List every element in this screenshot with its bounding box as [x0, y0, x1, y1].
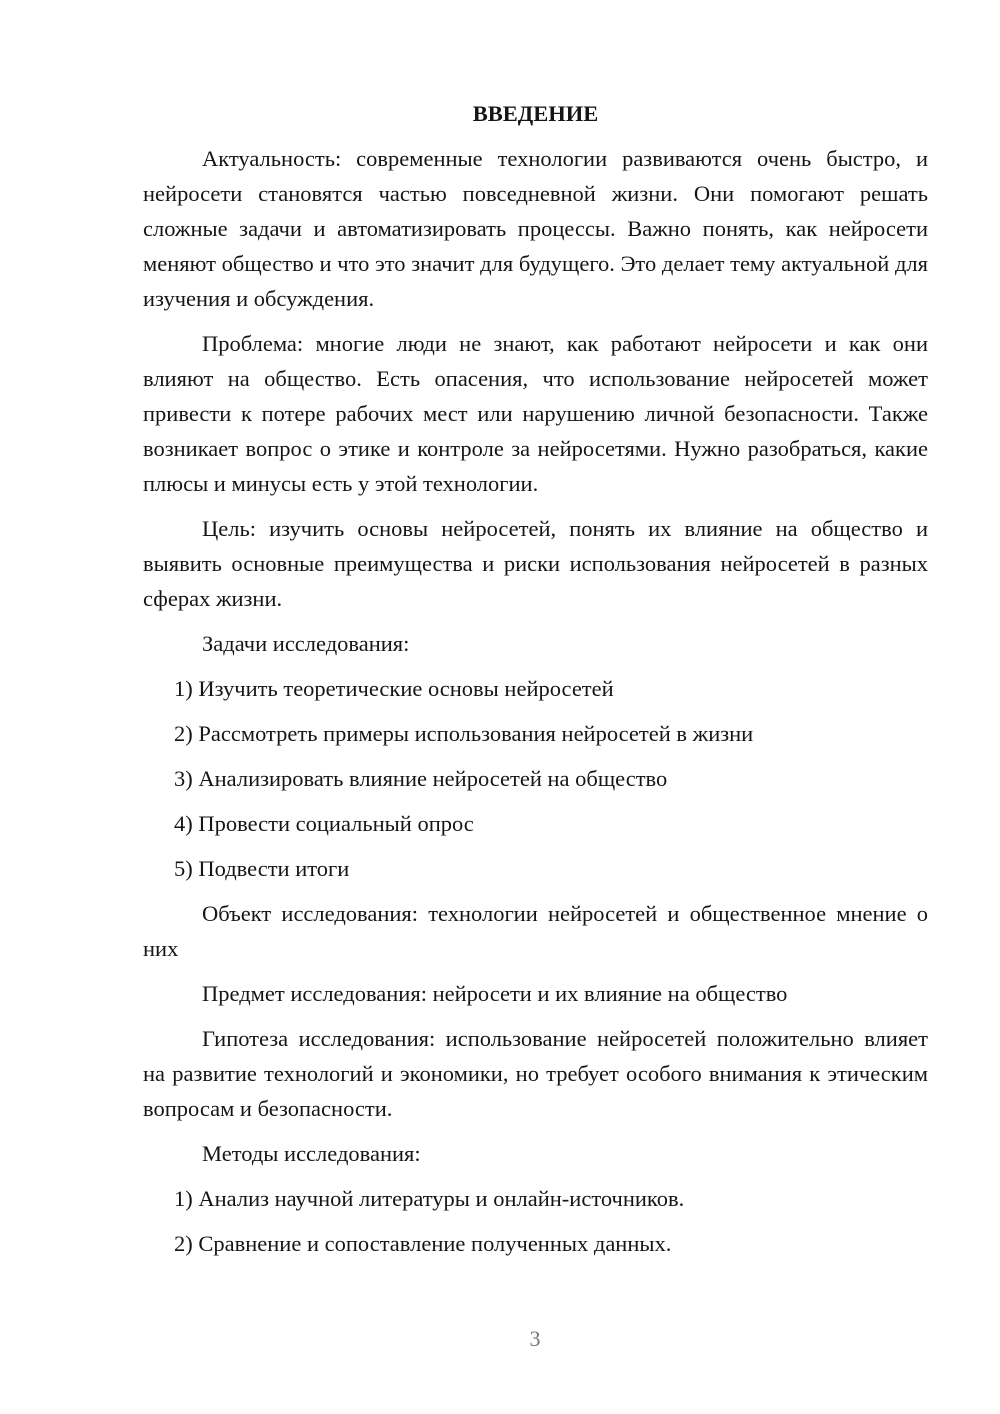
method-item: 2) Сравнение и сопоставление полученных данных. — [174, 1231, 672, 1256]
task-item: 4) Провести социальный опрос — [174, 811, 474, 836]
methods-list — [143, 1181, 928, 1261]
section-title: ВВЕДЕНИЕ — [472, 101, 599, 126]
task-item: 3) Анализировать влияние нейросетей на общество — [174, 766, 668, 791]
methods-heading: Методы исследования: — [202, 1141, 421, 1166]
task-item: 2) Рассмотреть примеры использования нейросетей в жизни — [174, 721, 754, 746]
problem-paragraph: Проблема: многие люди не знают, как работают нейросети и как они влияют на общество. Есть опасения, что использование нейросетей может привести к потере рабочих мест или нарушению личной безопасности. Также возникает вопрос о этике и контроле за нейросетями. Нужно разобраться, какие плюсы и минусы есть у этой технологии. — [143, 331, 928, 496]
page-content — [143, 96, 928, 1271]
task-item: 5) Подвести итоги — [174, 856, 350, 881]
relevance-paragraph: Актуальность: современные технологии развиваются очень быстро, и нейросети становятся частью повседневной жизни. Они помогают решать сложные задачи и автоматизировать процессы. Важно понять, как нейросети меняют общество и что это значит для будущего. Это делает тему актуальной для изучения и обсуждения. — [143, 146, 928, 311]
tasks-list — [143, 671, 928, 886]
tasks-heading: Задачи исследования: — [202, 631, 410, 656]
hypothesis-paragraph: Гипотеза исследования: использование нейросетей положительно влияет на развитие технологий и экономики, но требует особого внимания к этическим вопросам и безопасности. — [143, 1026, 928, 1121]
subject-paragraph: Предмет исследования: нейросети и их влияние на общество — [202, 981, 788, 1006]
goal-paragraph: Цель: изучить основы нейросетей, понять их влияние на общество и выявить основные преимущества и риски использования нейросетей в разных сферах жизни. — [143, 516, 928, 611]
method-item: 1) Анализ научной литературы и онлайн-источников. — [174, 1186, 685, 1211]
task-item: 1) Изучить теоретические основы нейросетей — [174, 676, 614, 701]
object-paragraph: Объект исследования: технологии нейросетей и общественное мнение о них — [143, 901, 928, 961]
page-number: 3 — [529, 1326, 541, 1351]
